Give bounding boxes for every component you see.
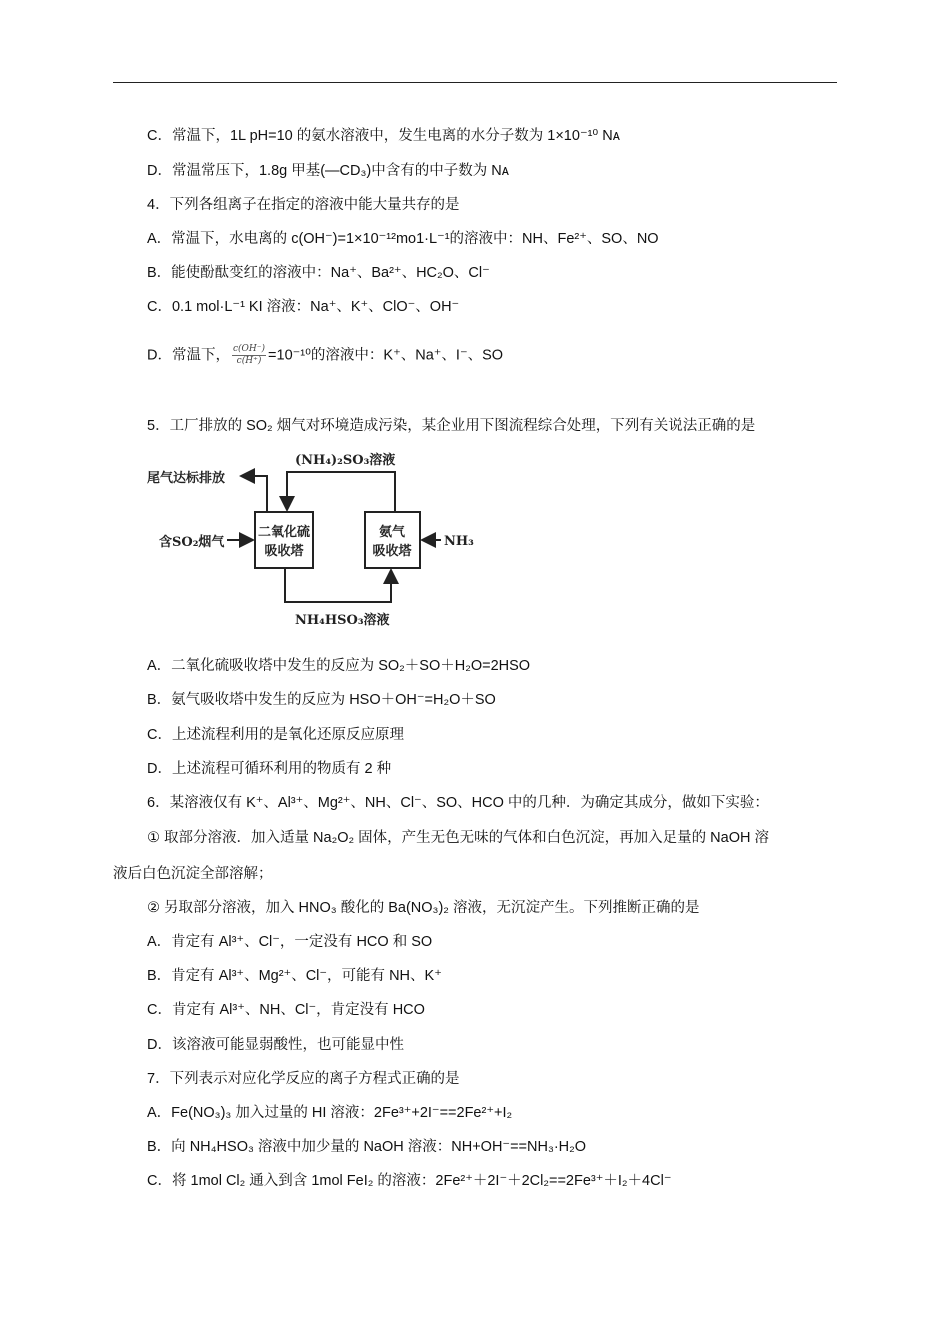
option-3d: D．常温常压下，1.8g 甲基(—CD₃)中含有的中子数为 Nᴀ	[147, 163, 509, 179]
option-6b: B．肯定有 Al³⁺、Mg²⁺、Cl⁻，可能有 NH、K⁺	[147, 968, 442, 984]
nh3-tower-label-1: 氨气	[378, 525, 406, 540]
exhaust-label: 尾气达标排放	[147, 471, 226, 486]
option-4d-prefix: D．常温下，	[147, 347, 230, 364]
inlet-label: 含SO₂烟气	[159, 535, 225, 550]
question-6: 6．某溶液仅有 K⁺、Al³⁺、Mg²⁺、NH、Cl⁻、SO、HCO 中的几种．为确定其成分，做如下实验：	[147, 795, 769, 811]
option-7c: C．将 1mol Cl₂ 通入到含 1mol FeI₂ 的溶液：2Fe²⁺＋2I⁻＋2Cl₂==2Fe³⁺＋I₂＋4Cl⁻	[147, 1173, 672, 1189]
option-5c: C．上述流程利用的是氧化还原反应原理	[147, 727, 404, 743]
nh3-absorber-box	[365, 512, 420, 568]
top-flow-label: (NH₄)₂SO₃溶液	[295, 453, 396, 468]
option-3c: C．常温下，1L pH=10 的氨水溶液中，发生电离的水分子数为 1×10⁻¹⁰ Nᴀ	[147, 128, 620, 144]
step-1: ① 取部分溶液．加入适量 Na₂O₂ 固体，产生无色无味的气体和白色沉淀，再加入足量的 NaOH 溶	[147, 830, 769, 846]
question-4: 4．下列各组离子在指定的溶液中能大量共存的是	[147, 197, 460, 213]
option-4b: B．能使酚酞变红的溶液中：Na⁺、Ba²⁺、HC₂O、Cl⁻	[147, 265, 490, 281]
option-5b: B．氨气吸收塔中发生的反应为 HSO＋OH⁻=H₂O＋SO	[147, 692, 496, 708]
bottom-flow-label: NH₄HSO₃溶液	[295, 613, 390, 628]
so2-tower-label-1: 二氧化硫	[257, 525, 311, 540]
question-7: 7．下列表示对应化学反应的离子方程式正确的是	[147, 1071, 460, 1087]
option-5d: D．上述流程可循环利用的物质有 2 种	[147, 761, 392, 777]
option-4c: C．0.1 mol·L⁻¹ KI 溶液：Na⁺、K⁺、ClO⁻、OH⁻	[147, 299, 460, 315]
ratio-fraction	[232, 344, 266, 367]
fraction-numerator: c(OH⁻)	[232, 344, 266, 354]
option-6c: C．肯定有 Al³⁺、NH、Cl⁻，肯定没有 HCO	[147, 1002, 425, 1018]
question-5: 5．工厂排放的 SO₂ 烟气对环境造成污染，某企业用下图流程综合处理，下列有关说法正确的是	[147, 418, 756, 434]
nh3-tower-label-2: 吸收塔	[372, 544, 412, 559]
so2-absorber-box	[255, 512, 313, 568]
option-5a: A．二氧化硫吸收塔中发生的反应为 SO₂＋SO＋H₂O=2HSO	[147, 658, 531, 674]
step-2: ② 另取部分溶液，加入 HNO₃ 酸化的 Ba(NO₃)₂ 溶液，无沉淀产生。下列推断正确的是	[147, 900, 700, 916]
bottom-flow-arrow	[285, 568, 391, 602]
option-4d-suffix: =10⁻¹⁰的溶液中：K⁺、Na⁺、I⁻、SO	[268, 347, 504, 364]
option-6a: A．肯定有 Al³⁺、Cl⁻，一定没有 HCO 和 SO	[147, 934, 433, 950]
option-4a: A．常温下，水电离的 c(OH⁻)=1×10⁻¹²mo1·L⁻¹的溶液中：NH、Fe²⁺、SO、NO	[147, 231, 659, 247]
top-flow-arrow	[287, 472, 395, 512]
option-6d: D．该溶液可能显弱酸性，也可能显中性	[147, 1037, 404, 1053]
exhaust-arrow	[241, 476, 267, 512]
option-7a: A．Fe(NO₃)₃ 加入过量的 HI 溶液：2Fe³⁺+2I⁻==2Fe²⁺+I₂	[147, 1105, 513, 1121]
step-1-continued: 液后白色沉淀全部溶解；	[113, 866, 273, 882]
flow-diagram	[145, 446, 475, 632]
option-4d	[147, 344, 503, 367]
so2-tower-label-2: 吸收塔	[264, 544, 304, 559]
header-rule	[113, 82, 837, 83]
fraction-denominator: c(H⁺)	[236, 356, 262, 366]
nh3-label: NH₃	[444, 534, 474, 549]
option-7b: B．向 NH₄HSO₃ 溶液中加少量的 NaOH 溶液：NH+OH⁻==NH₃·H₂O	[147, 1139, 587, 1155]
